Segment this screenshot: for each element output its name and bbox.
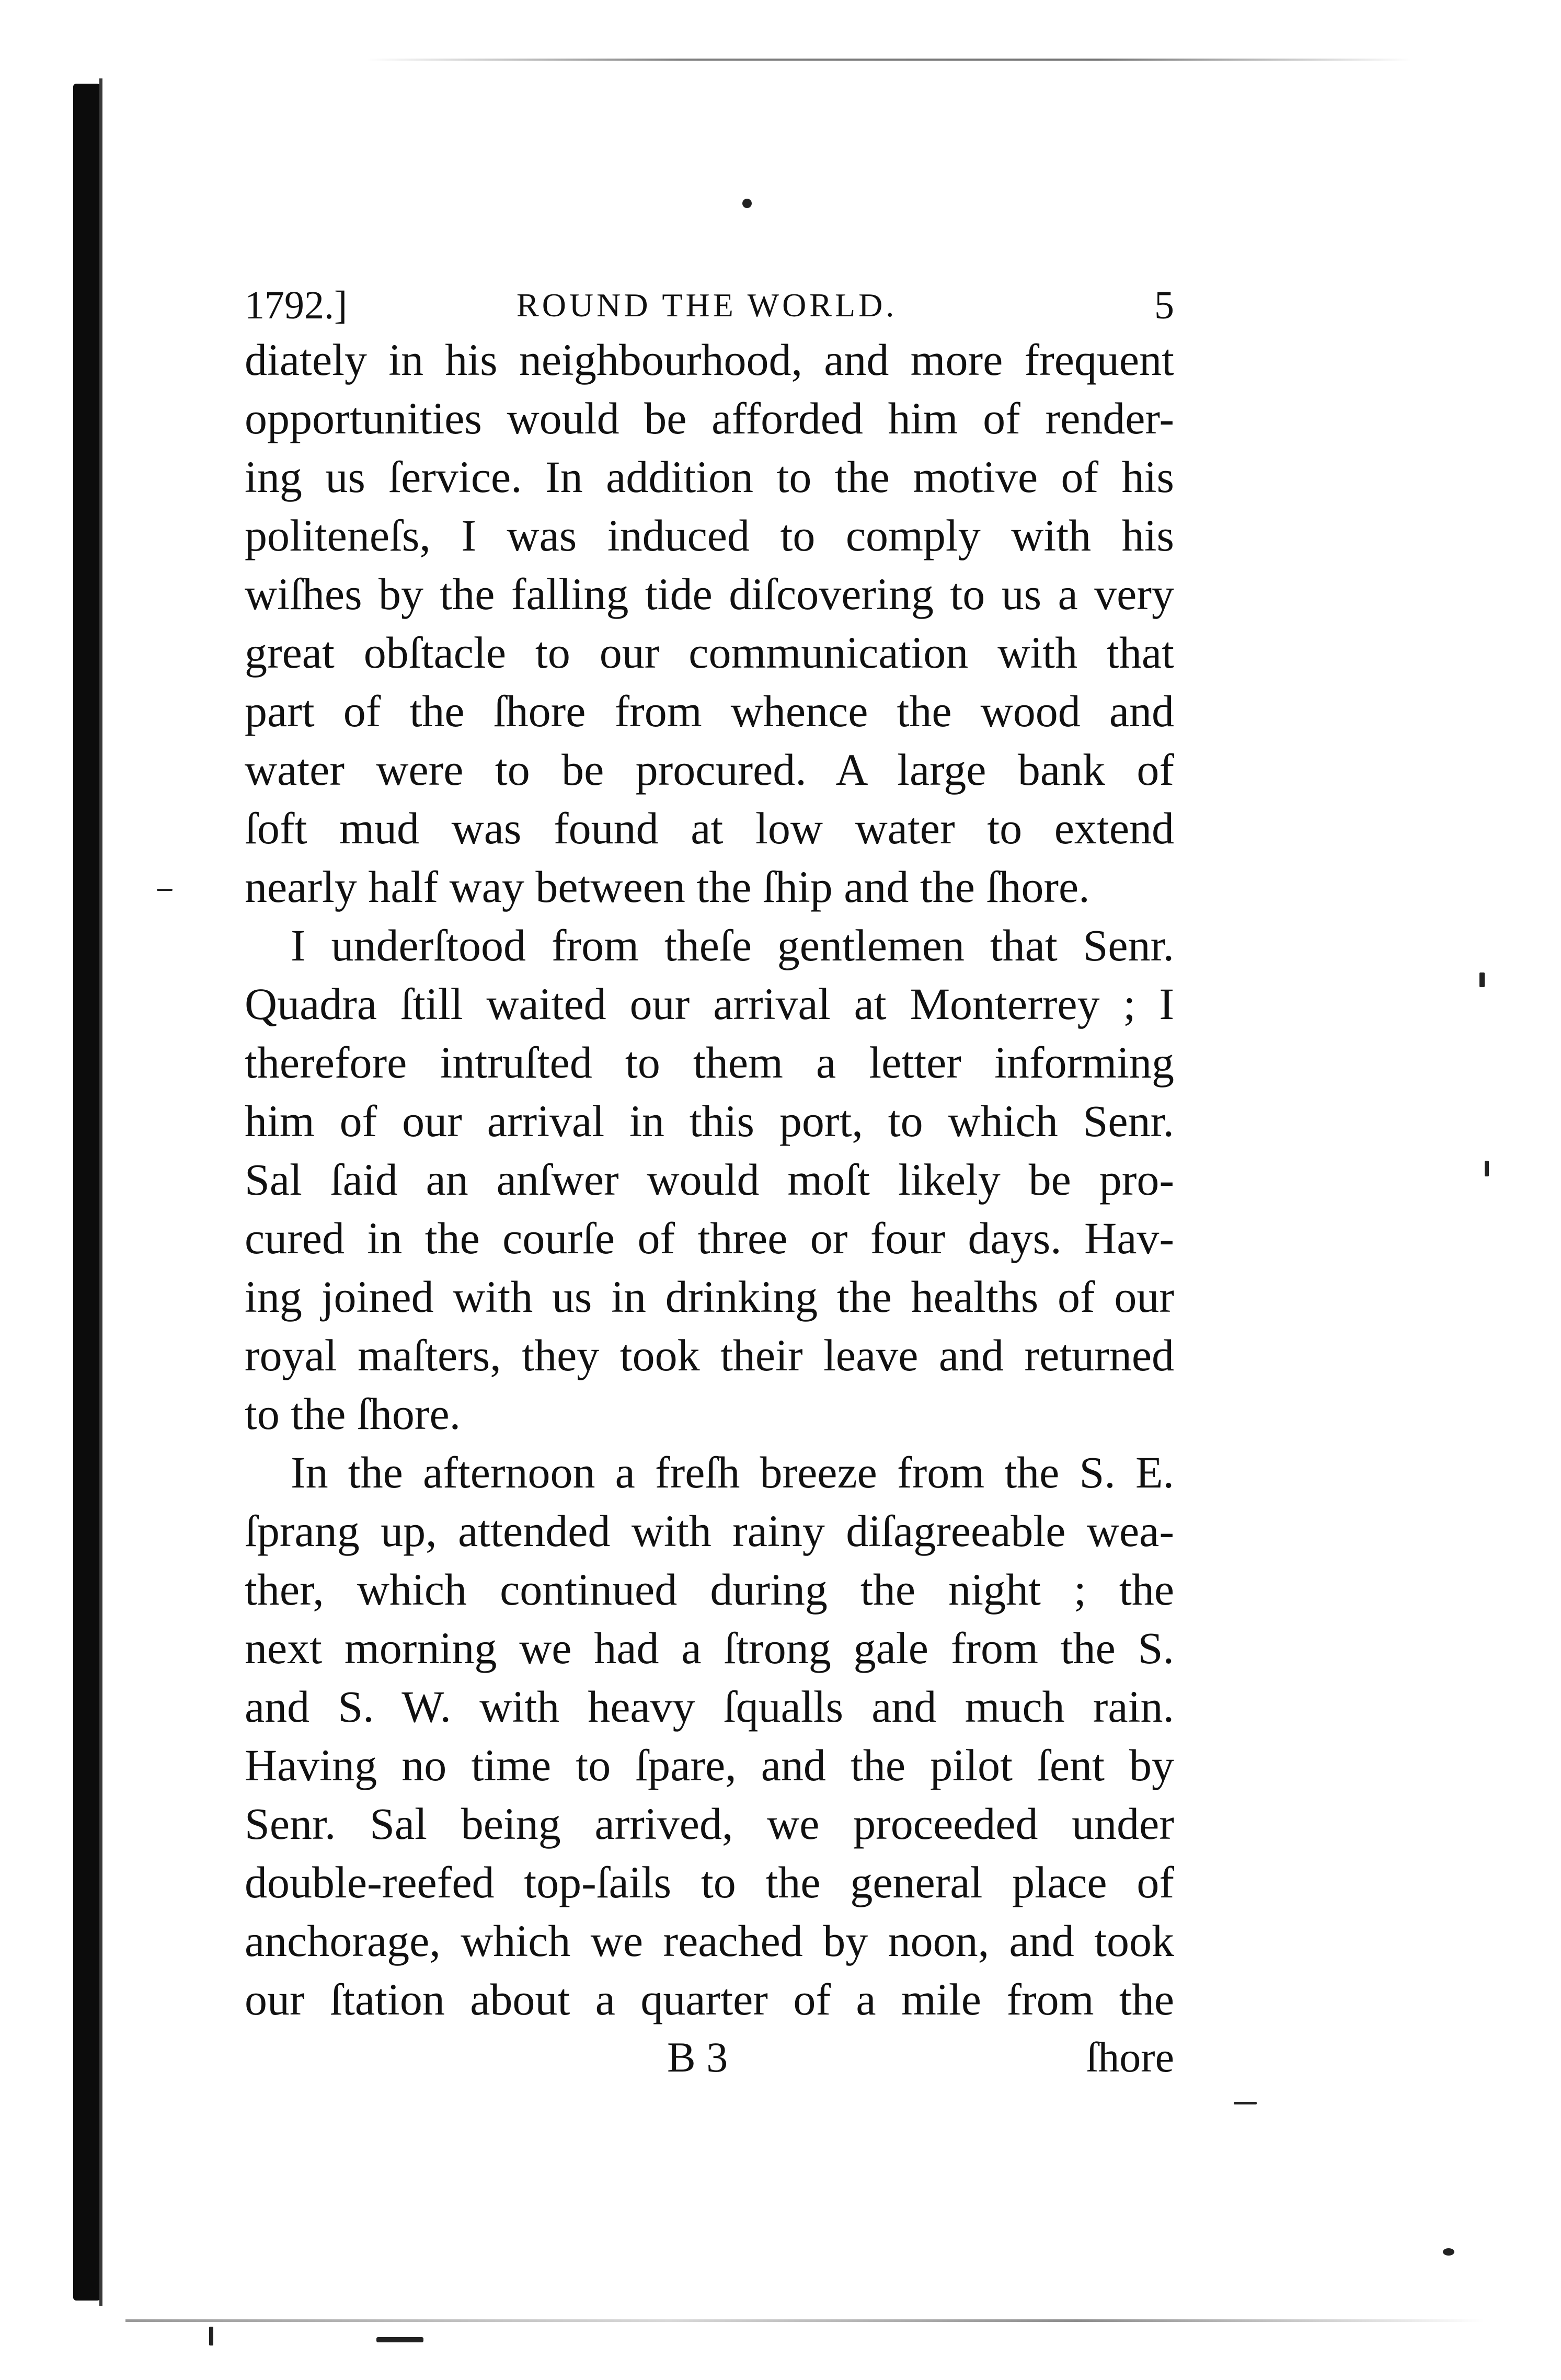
page-footer [245,2029,1174,2087]
text-line: to the ſhore. [245,1389,461,1439]
text-line: royal maſters, they took their leave and returned [245,1330,1174,1380]
text-line: ſoft mud was found at low water to extend [245,803,1174,853]
ink-speck [1479,972,1485,987]
text-line: our ſtation about a quarter of a mile from the [245,1974,1174,2024]
text-line: politeneſs, I was induced to comply with his [245,510,1174,560]
text-line: water were to be procured. A large bank of [245,745,1174,795]
spine-edge [99,78,102,2306]
text-line: double-reefed top-ſails to the general place of [245,1857,1174,1907]
page-text-block [245,272,1174,2087]
text-line: cured in the courſe of three or four days. Hav- [245,1213,1174,1263]
text-line: him of our arrival in this port, to which Senr. [245,1096,1174,1146]
running-title: ROUND THE WORLD. [516,287,898,324]
text-line: opportunities would be afforded him of render- [245,393,1174,443]
text-line: Senr. Sal being arrived, we proceeded under [245,1799,1174,1849]
text-line: Sal ſaid an anſwer would moſt likely be pro- [245,1154,1174,1205]
text-line: Quadra ſtill waited our arrival at Monterrey ; I [245,979,1174,1029]
header-year: 1792.] [245,283,348,327]
text-line: ſprang up, attended with rainy diſagreeable wea- [245,1506,1174,1556]
signature-mark: B 3 [667,2033,728,2081]
text-line: and S. W. with heavy ſqualls and much rain. [245,1681,1174,1732]
page-number: 5 [1154,283,1174,327]
paragraph-start-line: In the afternoon a freſh breeze from the S. E. [291,1447,1174,1497]
running-header [245,272,1174,330]
top-scan-edge [366,59,1411,61]
text-line: therefore intruſted to them a letter informing [245,1037,1174,1088]
paragraph-start-line: I underſtood from theſe gentlemen that Senr. [291,920,1174,970]
ink-speck [1234,2102,1257,2104]
ink-speck [742,199,752,208]
text-line: ther, which continued during the night ; the [245,1564,1174,1615]
text-line: nearly half way between the ſhip and the ſhore. [245,862,1090,912]
text-line: anchorage, which we reached by noon, and took [245,1916,1174,1966]
text-line: wiſhes by the falling tide diſcovering to us a very [245,569,1174,619]
text-line: Having no time to ſpare, and the pilot ſent by [245,1740,1174,1790]
catchword: ſhore [1086,2033,1174,2081]
text-line: ing us ſervice. In addition to the motive of his [245,452,1174,502]
ink-speck [157,889,173,891]
bottom-scan-edge [125,2319,1485,2322]
ink-speck [209,2327,213,2345]
text-line: next morning we had a ſtrong gale from the S. [245,1623,1174,1673]
ink-speck [1443,2248,1454,2256]
ink-speck [1485,1161,1489,1176]
text-line: ing joined with us in drinking the healths of our [245,1272,1174,1322]
text-line: diately in his neighbourhood, and more frequent [245,335,1174,385]
text-line: part of the ſhore from whence the wood and [245,686,1174,736]
text-line: great obſtacle to our communication with that [245,627,1174,678]
ink-speck [376,2337,423,2342]
book-spine-shadow [73,84,100,2301]
body-text [245,330,1174,2029]
